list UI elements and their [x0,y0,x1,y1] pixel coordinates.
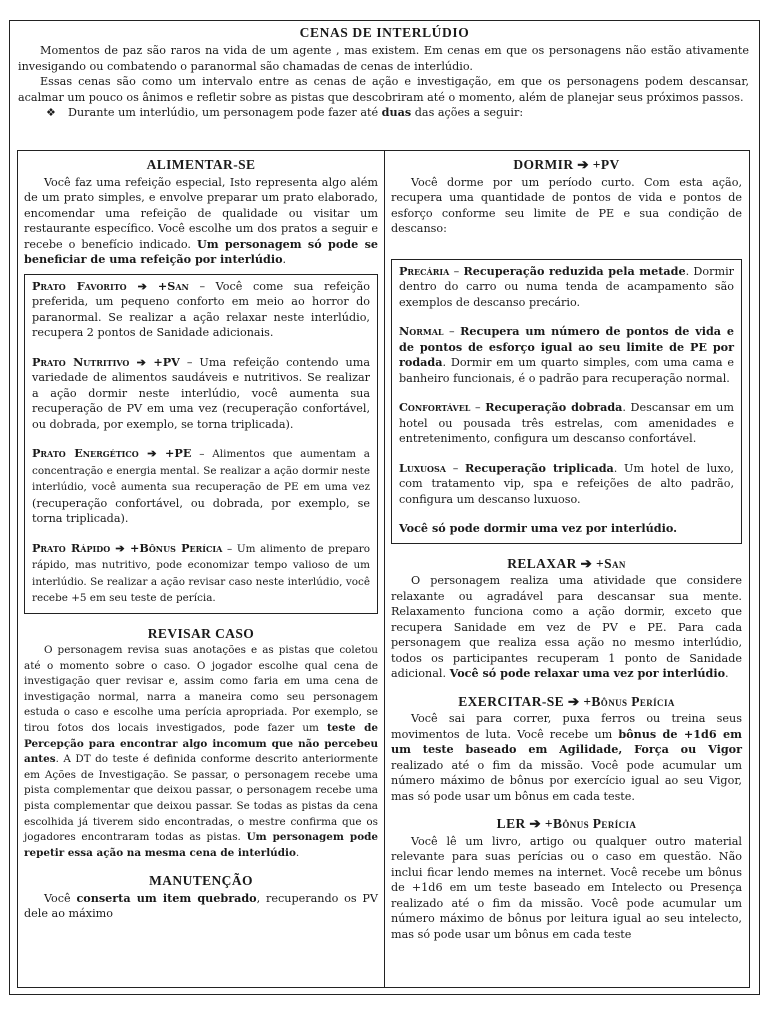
section-title-manutencao: MANUTENÇÃO [149,873,253,889]
actions-columns [17,150,750,988]
intro-bullet: ❖ Durante um interlúdio, um personagem pode fazer até duas das ações a seguir: [46,105,524,119]
descanso-normal: Normal – Recupera um número de pontos de vida e de pontos de esforço igual ao seu limite de PE por rodada. Dormir em um quarto simples, com uma cama e banheiro funcionais, é o padrão para recuperação normal. [399,324,734,385]
intro [10,43,759,121]
alimentar-text: Você faz uma refeição especial, Isto representa algo além de um prato simples, e envolve preparar um prato elaborado, encomendar uma refeição de qualidade ou visitar um restaurante específico. Você escolhe um dos pratos a seguir e recebe o benefício indicado. Um personagem só pode se beneficiar de uma refeição por interlúdio. [24,175,378,266]
descanso-precaria: Precária – Recuperação reduzida pela metade. Dormir dentro do carro ou numa tenda de acampamento são exemplos de descanso precário. [399,263,734,309]
pratos-box [24,274,378,614]
section-title-dormir: DORMIR ➔ +PV [513,157,620,172]
manutencao-text: Você conserta um item quebrado, recuperando os PV dele ao máximo [24,890,378,921]
section-title-alimentar: ALIMENTAR-SE [146,157,256,172]
section-revisar [24,626,378,862]
prato-favorito: Prato Favorito ➔ +San – Você come sua refeição preferida, um pequeno conforto em meio ao horror do paranormal. Se realizar a ação relaxar neste interlúdio, recupera 2 pontos de Sanidade adicionais. [32,278,370,339]
section-title-ler: LER ➔ +Bônus Perícia [496,816,637,831]
page-title: CENAS DE INTERLÚDIO [299,25,470,40]
dormir-footer: Você só pode dormir uma vez por interlúdio. [399,521,678,535]
page-frame [9,20,760,995]
section-title-relaxar: RELAXAR ➔ +San [507,555,626,571]
prato-rapido: Prato Rápido ➔ +Bônus Perícia – Um alimento de preparo rápido, mas nutritivo, pode economizar tempo valioso de um interlúdio. Se realizar a ação revisar caso neste interlúdio, você recebe +5 em seu teste de perícia. [32,540,370,604]
section-manutencao [24,873,378,922]
exercitar-text: Você sai para correr, puxa ferros ou treina seus movimentos de luta. Você recebe um bônus de +1d6 em um teste baseado em Agilidade, Força ou Vigor realizado até o fim da missão. Você pode acumular um número máximo de bônus por exercício igual ao seu Vigor, mas só pode usar um bônus em cada teste. [391,712,742,803]
section-title-exercitar: EXERCITAR-SE ➔ +Bônus Perícia [458,693,675,709]
section-alimentar [24,157,378,614]
section-title-revisar: REVISAR CASO [147,625,255,641]
intro-paragraph-2: Essas cenas são como um intervalo entre as cenas de ação e investigação, em que os personagens podem descansar, acalmar um pouco os ânimos e refletir sobre as pistas que descobriram até o momento, além de planejar seus próximos passos. [18,75,749,104]
ler-text: Você lê um livro, artigo ou qualquer outro material relevante para suas perícias ou o caso em questão. Não inclui ficar lendo memes na internet. Você recebe um bônus de +1d6 em um teste baseado em Intelecto ou Presença realizado até o fim da missão. Você pode acumular um número máximo de bônus por leitura igual ao seu intelecto, mas só pode usar um bônus em cada teste [391,834,742,941]
prato-nutritivo: Prato Nutritivo ➔ +PV – Uma refeição contendo uma variedade de alimentos saudáveis e nutritivos. Se realizar a ação dormir neste interlúdio, você aumenta sua recuperação de PV em uma vez (recuperação confortável, ou dobrada, por exemplo, se torna triplicada). [32,354,370,431]
descanso-luxuosa: Luxuosa – Recuperação triplicada. Um hotel de luxo, com tratamento vip, spa e refeições de alto padrão, configura um descanso luxuoso. [399,460,734,506]
dormir-text: Você dorme por um período curto. Com esta ação, recupera uma quantidade de pontos de vida e pontos de esforço conforme seu limite de PE e sua condição de descanso: [391,175,742,235]
right-column [385,151,748,987]
diamond-bullet-icon: ❖ [46,106,57,119]
left-column [18,151,385,987]
prato-energetico: Prato Energético ➔ +PE – Alimentos que aumentam a concentração e energia mental. Se realizar a ação dormir neste interlúdio, você aumenta sua recuperação de PE em uma vez (recuperação confortável, ou dobrada, por exemplo, se torna triplicada). [32,446,371,525]
revisar-text: O personagem revisa suas anotações e as pistas que coletou até o momento sobre o caso. O jogador escolhe qual cena de investigação quer revisar e, assim como faria em uma cena de investigação normal, narra a maneira como seu personagem estuda o caso e escolhe uma perícia apropriada. Por exemplo, se tirou fotos dos locais investigados, pode fazer um teste de Percepção para encontrar algo incomum que não percebeu antes. A DT do teste é definida conforme descrito anteriormente em Ações de Investigação. Se passar, o personagem recebe uma pista complementar que deixou passar, o personagem recebe uma pista complementar que deixou passar. Se todas as pistas da cena escolhida já tiverem sido encontradas, o mestre confirma que os jogadores encontraram todas as pistas. Um personagem pode repetir essa ação na mesma cena de interlúdio. [24,644,378,859]
section-dormir [391,157,742,544]
relaxar-text: O personagem realiza uma atividade que considere relaxante ou agradável para descansar sua mente. Relaxamento funciona como a ação dormir, exceto que recupera Sanidade em vez de PV e PE. Para cada personagem que realiza essa ação no mesmo interlúdio, todos os participantes recuperam 1 ponto de Sanidade adicional. Você só pode relaxar uma vez por interlúdio. [391,574,742,680]
section-exercitar [391,694,742,805]
section-relaxar [391,556,742,682]
intro-paragraph-1: Momentos de paz são raros na vida de um agente , mas existem. Em cenas em que os personagens não estão ativamente invesigando ou combatendo o paranormal são chamadas de cenas de interlúdio. [18,44,749,73]
descanso-confortavel: Confortável – Recuperação dobrada. Descansar em um hotel ou pousada três estrelas, com amenidades e entretenimento, configura um descanso confortável. [399,400,734,445]
section-ler [391,816,742,942]
descanso-box [391,259,742,544]
